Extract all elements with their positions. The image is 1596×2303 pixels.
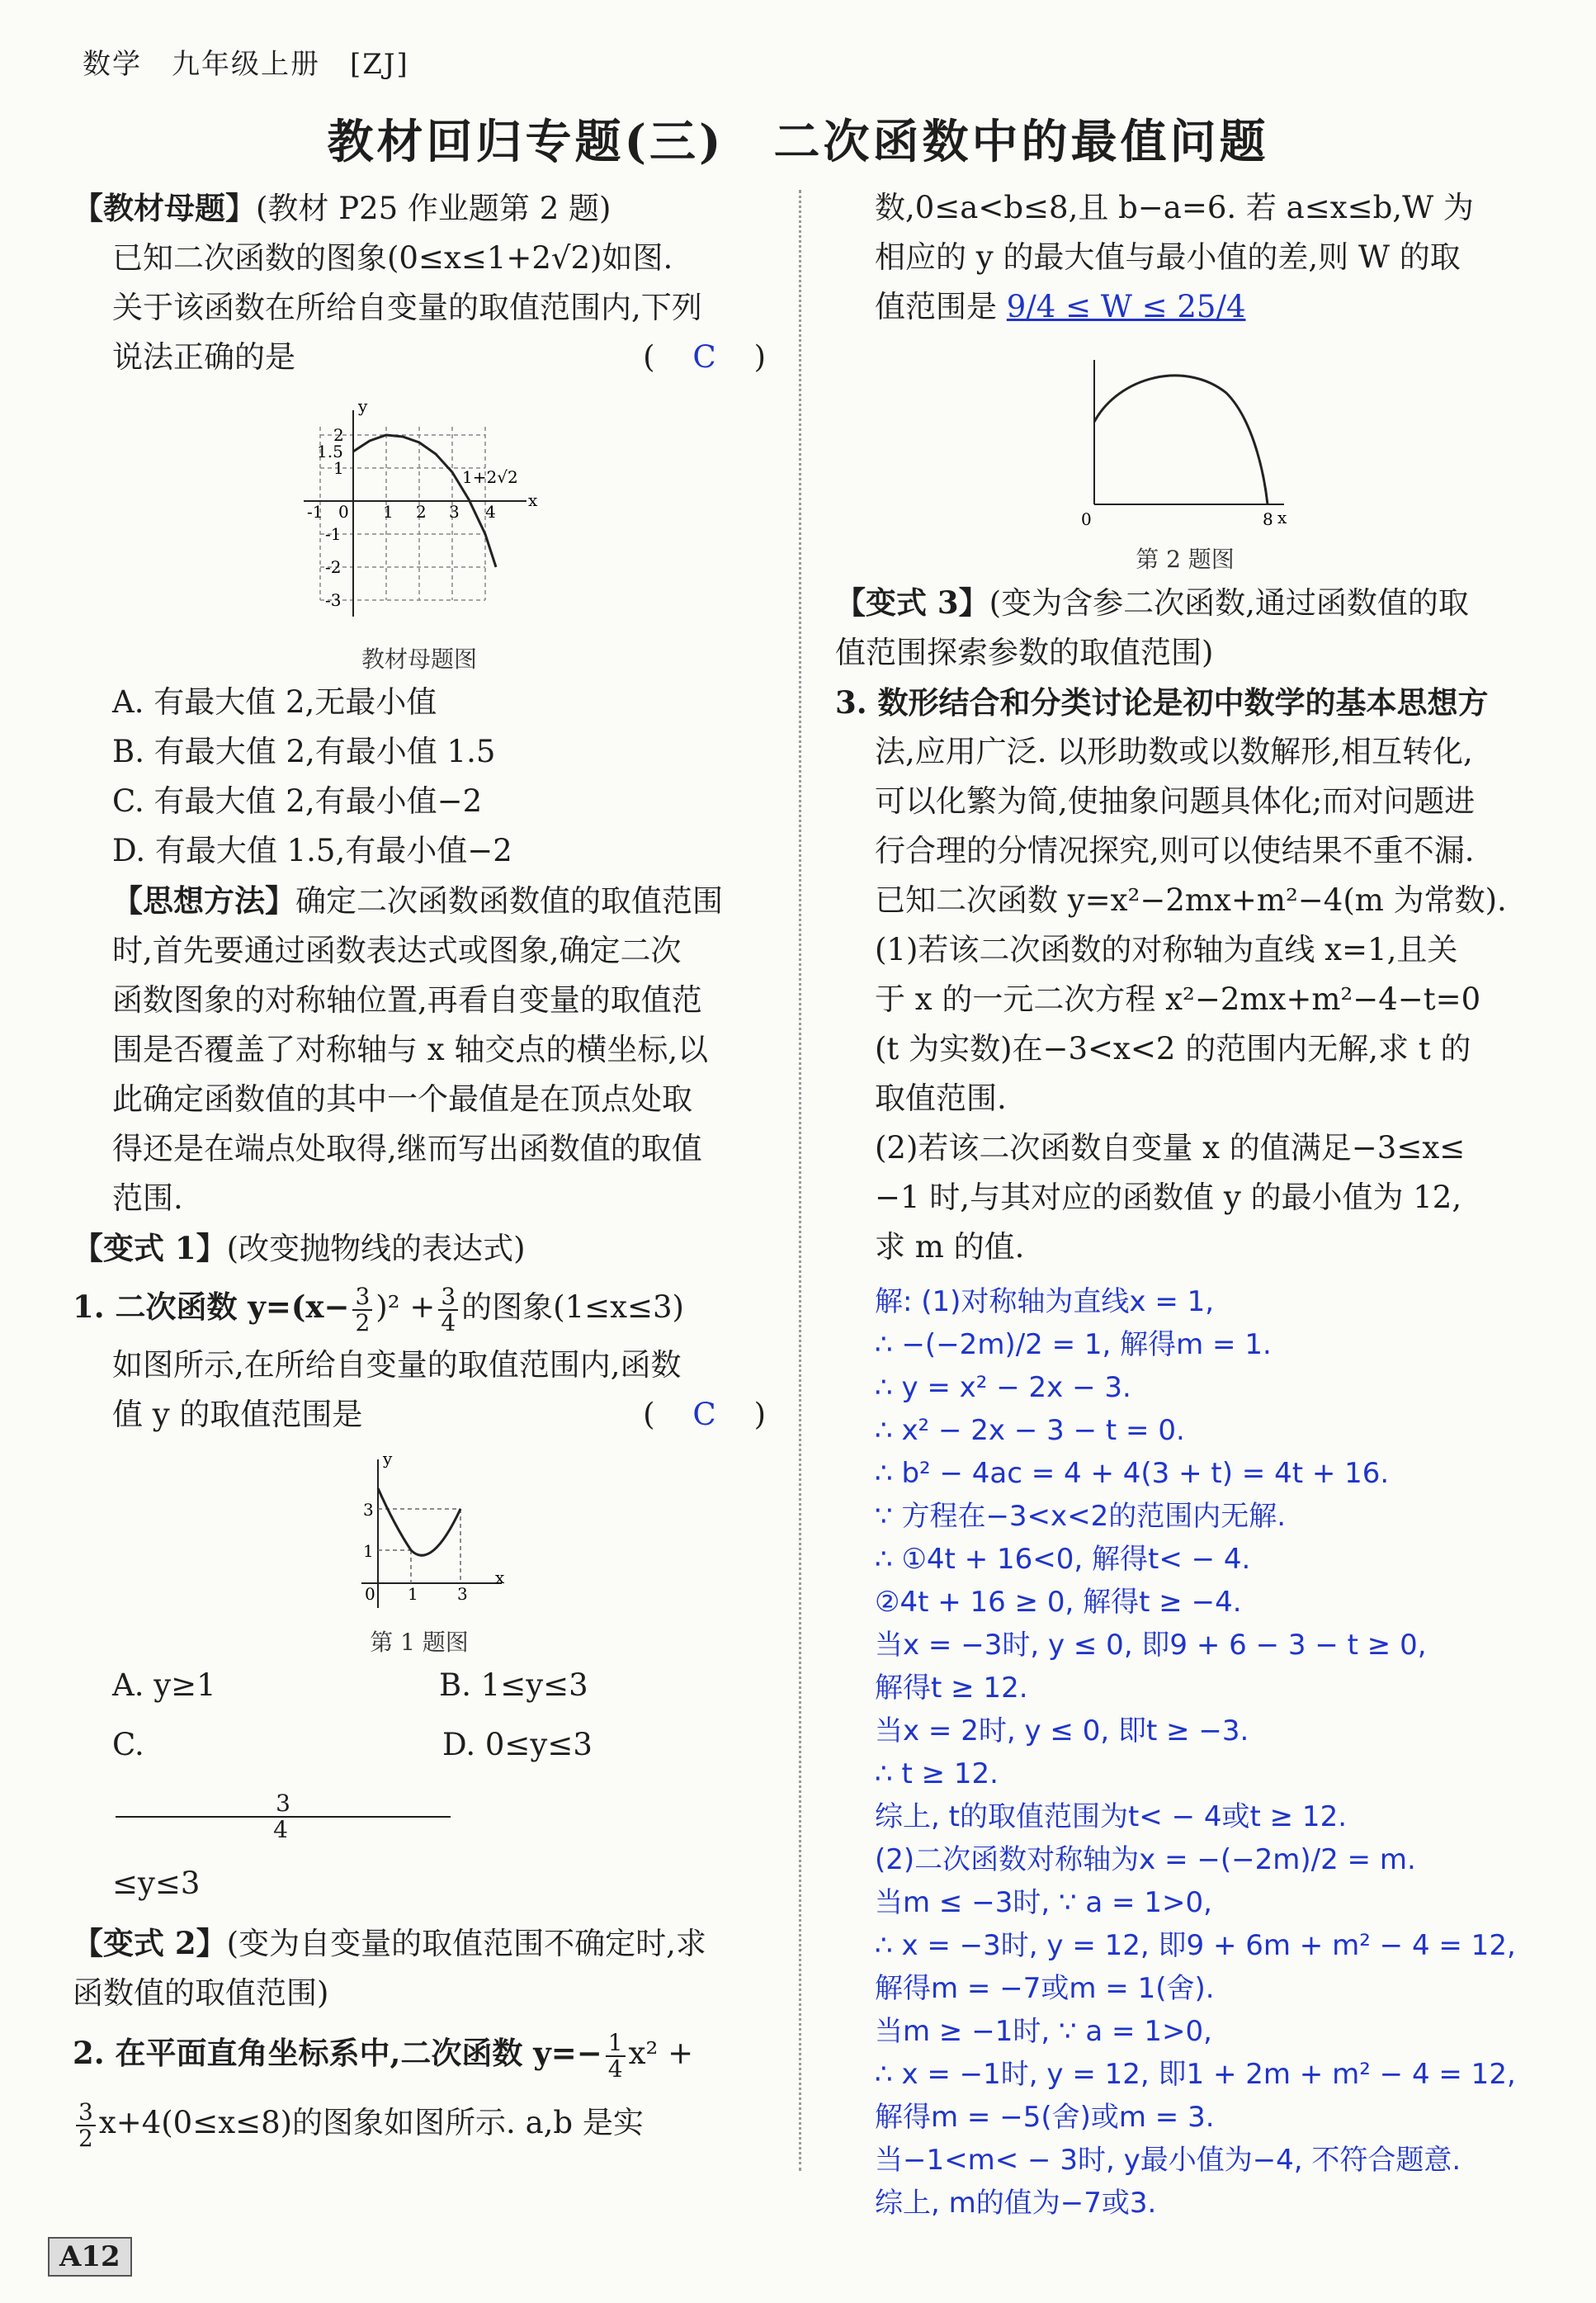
q1-option-c: C. $\frac{3}{4}$ ≤y≤3 bbox=[112, 1710, 442, 1918]
y-axis-label: y bbox=[358, 396, 368, 416]
q1-options-row bbox=[73, 1710, 766, 1918]
x-axis-label: x bbox=[495, 1568, 505, 1587]
tick-label: 1 bbox=[363, 1541, 374, 1561]
mother-option: C. 有最大值 2,有最小值−2 bbox=[112, 783, 483, 819]
tick-label: 2 bbox=[416, 502, 427, 522]
tick-label: 0 bbox=[338, 502, 349, 522]
tick-label: -2 bbox=[325, 557, 342, 577]
column-divider bbox=[799, 190, 801, 2171]
tick-label: 0 bbox=[365, 1584, 375, 1604]
solution-line: ∴ −(−2m)/2 = 1, 解得m = 1. bbox=[875, 1328, 1272, 1361]
solution-line: ∴ t ≥ 12. bbox=[875, 1757, 999, 1790]
q1-mid: )² + bbox=[375, 1289, 436, 1325]
tick-label: -3 bbox=[325, 590, 342, 610]
tick-label: 1 bbox=[383, 502, 394, 522]
answer-bracket: ( C ) bbox=[643, 333, 766, 382]
fraction: $\frac{1}{4}$ bbox=[606, 2031, 626, 2082]
tick-label: 3 bbox=[449, 502, 460, 522]
method-line: 得还是在端点处取得,继而写出函数值的取值 bbox=[112, 1131, 702, 1166]
q2-graph bbox=[1061, 343, 1309, 541]
tick-label: 1 bbox=[333, 458, 344, 478]
tick-label: 3 bbox=[457, 1584, 468, 1604]
q3-line: −1 时,与其对应的函数值 y 的最小值为 12, bbox=[875, 1180, 1462, 1215]
function-curve bbox=[1094, 376, 1268, 504]
variant3-desc-line: 值范围探索参数的取值范围) bbox=[835, 635, 1214, 670]
q1-figure-caption: 第 1 题图 bbox=[370, 1629, 469, 1656]
method-tag: 【思想方法】 bbox=[112, 882, 295, 919]
mother-tag: 【教材母题】 bbox=[73, 190, 256, 226]
solution-line: ∴ b² − 4ac = 4 + 4(3 + t) = 4t + 16. bbox=[875, 1457, 1390, 1490]
q3-line: 可以化繁为简,使抽象问题具体化;而对问题进 bbox=[875, 783, 1476, 819]
variant3-header bbox=[835, 578, 1535, 628]
page-title: 教材回归专题(三) 二次函数中的最值问题 bbox=[327, 115, 1269, 169]
x-axis-label: x bbox=[528, 490, 538, 510]
method-line: 围是否覆盖了对称轴与 x 轴交点的横坐标,以 bbox=[112, 1032, 709, 1067]
page-header: 数学 九年级上册 [ZJ] bbox=[83, 48, 409, 81]
mother-problem-header bbox=[73, 183, 766, 234]
mark-label: 1+2√2 bbox=[462, 467, 518, 487]
solution-line: 当x = 2时, y ≤ 0, 即t ≥ −3. bbox=[875, 1714, 1249, 1747]
solution-line: 解得t ≥ 12. bbox=[875, 1672, 1028, 1705]
q1-graph bbox=[328, 1451, 510, 1624]
method-line: 此确定函数值的其中一个最值是在顶点处取 bbox=[112, 1081, 692, 1117]
solution-block bbox=[835, 1280, 1535, 2225]
q2-post: x² + bbox=[628, 2036, 694, 2071]
variant2-desc: (变为自变量的取值范围不确定时,求 bbox=[226, 1926, 706, 1961]
q3-line: 已知二次函数 y=x²−2mx+m²−4(m 为常数). bbox=[875, 882, 1507, 918]
q3-line: (2)若该二次函数自变量 x 的值满足−3≤x≤ bbox=[875, 1130, 1466, 1166]
q1-answer: C bbox=[692, 1397, 716, 1432]
q2-line-text: x+4(0≤x≤8)的图象如图所示. a,b 是实 bbox=[98, 2105, 644, 2140]
method-text: 确定二次函数函数值的取值范围 bbox=[295, 883, 723, 919]
q2-figure-caption: 第 2 题图 bbox=[1136, 546, 1235, 573]
tick-label: 4 bbox=[485, 502, 496, 522]
q2-pre: 2. 在平面直角坐标系中,二次函数 y=− bbox=[73, 2035, 602, 2071]
variant3-tag: 【变式 3】 bbox=[835, 584, 989, 621]
fraction: $\frac{3}{4}$ bbox=[438, 1284, 458, 1336]
solution-line: ②4t + 16 ≥ 0, 解得t ≥ −4. bbox=[875, 1586, 1242, 1619]
q2-line bbox=[73, 2018, 766, 2088]
q3-line: (t 为实数)在−3<x<2 的范围内无解,求 t 的 bbox=[875, 1031, 1471, 1066]
function-curve bbox=[378, 1488, 460, 1555]
mother-option: D. 有最大值 1.5,有最小值−2 bbox=[112, 833, 512, 868]
q3-line: 求 m 的值. bbox=[875, 1229, 1025, 1265]
variant2-tag: 【变式 2】 bbox=[73, 1925, 227, 1961]
variant2-header bbox=[73, 1918, 766, 1969]
mother-answer: C bbox=[692, 339, 716, 375]
q2-answer: 9/4 ≤ W ≤ 25/4 bbox=[1006, 289, 1246, 324]
method-line bbox=[73, 876, 766, 926]
solution-line: 当m ≤ −3时, ∵ a = 1>0, bbox=[875, 1886, 1212, 1919]
q3-line: 行合理的分情况探究,则可以使结果不重不漏. bbox=[875, 833, 1475, 868]
q2-cont-line: 数,0≤a<b≤8,且 b−a=6. 若 a≤x≤b,W 为 bbox=[875, 190, 1474, 225]
tick-label: 1.5 bbox=[317, 442, 343, 461]
q3-line: 3. 数形结合和分类讨论是初中数学的基本思想方 bbox=[835, 684, 1489, 721]
variant2-desc-line: 函数值的取值范围) bbox=[73, 1975, 329, 2011]
solution-line: ∴ x² − 2x − 3 − t = 0. bbox=[875, 1414, 1185, 1447]
fraction: $\frac{3}{2}$ bbox=[76, 2100, 96, 2151]
q1-text: 值 y 的取值范围是 bbox=[112, 1397, 363, 1432]
method-line: 函数图象的对称轴位置,再看自变量的取值范 bbox=[112, 982, 702, 1018]
q1-line bbox=[73, 1390, 766, 1440]
mother-graph bbox=[279, 394, 560, 641]
tick-label: 3 bbox=[363, 1500, 374, 1520]
variant1-desc: (改变抛物线的表达式) bbox=[226, 1231, 526, 1266]
q2-line bbox=[73, 2088, 766, 2158]
method-line: 时,首先要通过函数表达式或图象,确定二次 bbox=[112, 933, 682, 968]
mother-question-text: 说法正确的是 bbox=[112, 339, 295, 375]
left-column bbox=[73, 183, 766, 2158]
variant3-desc: (变为含参二次函数,通过函数值的取 bbox=[989, 585, 1469, 621]
solution-line: 当m ≥ −1时, ∵ a = 1>0, bbox=[875, 2015, 1212, 2048]
solution-line: 解得m = −7或m = 1(舍). bbox=[875, 1972, 1215, 2005]
solution-line: 解: (1)对称轴为直线x = 1, bbox=[875, 1285, 1215, 1318]
mother-question-line bbox=[73, 333, 766, 382]
solution-line: ∴ y = x² − 2x − 3. bbox=[875, 1371, 1131, 1404]
q3-line: 取值范围. bbox=[875, 1081, 1007, 1116]
q3-line: 于 x 的一元二次方程 x²−2mx+m²−4−t=0 bbox=[875, 981, 1481, 1017]
solution-line: 综上, t的取值范围为t< − 4或t ≥ 12. bbox=[875, 1800, 1348, 1833]
q3-line: 法,应用广泛. 以形助数或以数解形,相互转化, bbox=[875, 734, 1473, 769]
mother-option: A. 有最大值 2,无最小值 bbox=[112, 684, 437, 720]
fraction: $\frac{3}{2}$ bbox=[352, 1284, 372, 1336]
page-number: A12 bbox=[48, 2237, 132, 2277]
variant1-header bbox=[73, 1223, 766, 1274]
solution-line: ∵ 方程在−3<x<2的范围内无解. bbox=[875, 1500, 1287, 1533]
solution-line: ∴ x = −1时, y = 12, 即1 + 2m + m² − 4 = 12, bbox=[875, 2058, 1516, 2091]
method-line: 范围. bbox=[112, 1180, 183, 1216]
mother-source: (教材 P25 作业题第 2 题) bbox=[256, 191, 611, 226]
solution-line: 综上, m的值为−7或3. bbox=[875, 2187, 1157, 2220]
q1-line: 如图所示,在所给自变量的取值范围内,函数 bbox=[112, 1347, 682, 1383]
solution-line: ∴ x = −3时, y = 12, 即9 + 6m + m² − 4 = 12, bbox=[875, 1929, 1516, 1962]
solution-line: 当x = −3时, y ≤ 0, 即9 + 6 − 3 − t ≥ 0, bbox=[875, 1629, 1427, 1662]
tick-label: 1 bbox=[408, 1584, 418, 1604]
solution-line: 当−1<m< − 3时, y最小值为−4, 不符合题意. bbox=[875, 2144, 1461, 2177]
tick-label: -1 bbox=[325, 524, 342, 544]
q1-post: 的图象(1≤x≤3) bbox=[461, 1289, 684, 1325]
tick-label: -1 bbox=[307, 502, 323, 522]
right-column bbox=[835, 183, 1535, 2225]
variant1-tag: 【变式 1】 bbox=[73, 1230, 227, 1266]
answer-bracket: ( C ) bbox=[643, 1390, 766, 1440]
mother-question-line: 关于该函数在所给自变量的取值范围内,下列 bbox=[112, 290, 702, 325]
solution-line: (2)二次函数对称轴为x = −(−2m)/2 = m. bbox=[875, 1843, 1416, 1876]
tick-label: 2 bbox=[333, 425, 344, 445]
tick-label: 8 bbox=[1263, 509, 1273, 529]
mother-question-line: 已知二次函数的图象(0≤x≤1+2√2)如图. bbox=[112, 240, 673, 276]
mother-figure-caption: 教材母题图 bbox=[361, 646, 477, 673]
q1-option-a: A. y≥1 bbox=[112, 1667, 216, 1703]
solution-line: 解得m = −5(舍)或m = 3. bbox=[875, 2101, 1215, 2134]
q1-option-d: D. 0≤y≤3 bbox=[442, 1727, 593, 1762]
mother-option: B. 有最大值 2,有最小值 1.5 bbox=[112, 734, 496, 769]
q3-line: (1)若该二次函数的对称轴为直线 x=1,且关 bbox=[875, 932, 1458, 967]
q1-option-b: B. 1≤y≤3 bbox=[439, 1667, 588, 1703]
fraction: $\frac{3}{4}$ bbox=[116, 1791, 446, 1842]
q1-line bbox=[73, 1274, 766, 1341]
y-axis-label: y bbox=[383, 1451, 393, 1468]
tick-label: 0 bbox=[1081, 509, 1092, 529]
q2-cont-line: 相应的 y 的最大值与最小值的差,则 W 的取 bbox=[875, 239, 1461, 275]
q1-options-row bbox=[73, 1661, 766, 1710]
solution-line: ∴ ①4t + 16<0, 解得t< − 4. bbox=[875, 1543, 1251, 1576]
x-axis-label: x bbox=[1277, 508, 1287, 527]
q1-pre: 1. 二次函数 y=(x− bbox=[73, 1289, 350, 1325]
q2-cont-line: 值范围是 9/4 ≤ W ≤ 25/4 bbox=[875, 289, 1246, 324]
